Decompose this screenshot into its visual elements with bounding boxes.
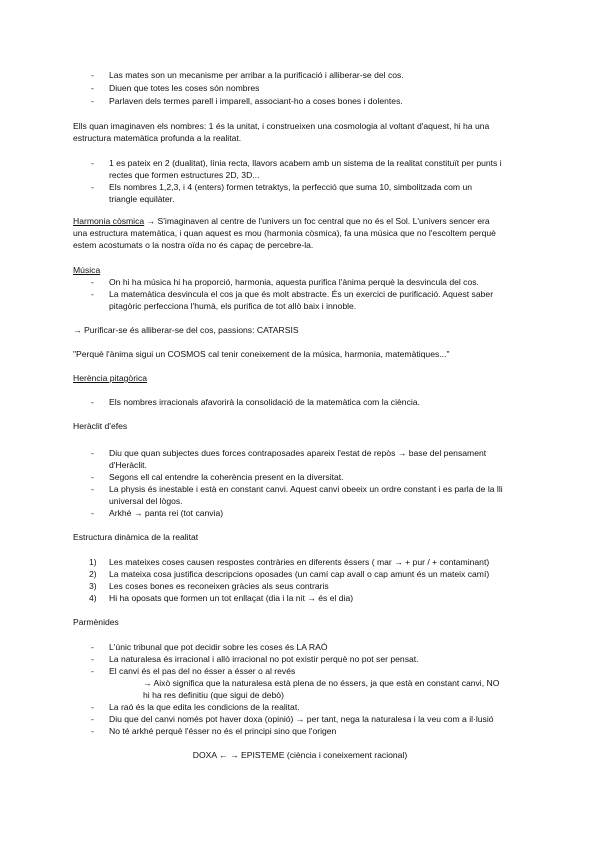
herencia-heading: Herència pitagòrica [73,373,148,383]
list-item: Hi ha oposats que formen un tot enllaçat (dia i la nit → és el dia) [109,593,354,603]
list-marker: - [91,666,94,676]
list-item: Les mateixes coses causen respostes contràries en diferents éssers ( mar → + pur / + contaminant) [109,557,490,567]
list-item: Segons ell cal entendre la coherència present en la diversitat. [109,472,344,482]
catarsis-line: → Purificar-se és alliberar-se del cos, passions: CATARSIS [73,325,299,335]
list-marker: - [91,654,94,664]
quote-line: "Perquè l'ànima sigui un COSMOS cal tenir coneixement de la música, harmonia, matemàtiques..." [73,349,450,359]
harmonia-heading: Harmonia còsmica [73,216,145,226]
list-marker: - [91,158,94,168]
list-item: On hi ha música hi ha proporció, harmonia, aquesta purifica l'ànima perquè la desvincula del cos. [109,277,479,287]
sub-item-continuation: hi ha res definitiu (que sigui de debò) [143,690,284,700]
list-item: La raó és la que edita les condicions de la realitat. [109,702,300,712]
list-item-continuation: pitagòric perfecciona l'humà, els purifica de tot allò baix i innoble. [109,301,357,311]
list-marker: - [91,714,94,724]
list-marker: - [91,484,94,494]
parmenides-heading: Parmènides [73,617,119,627]
sub-item: → Això significa que la naturalesa està plena de no éssers, ja que està en constant canvi, NO [143,678,500,688]
musica-heading: Música [73,265,101,275]
list-item: No té arkhé perquè l'ésser no és el principi sino que l'origen [109,726,337,736]
harmonia-paragraph-line-1 [73,216,490,228]
list-item: Diuen que totes les coses són nombres [109,83,260,93]
list-item: La matemàtica desvincula el cos ja que és molt abstracte. És un exercici de purificació. Aquest saber [109,289,494,299]
list-item: L'únic tribunal que pot decidir sobre les coses és LA RAÓ [109,642,328,652]
list-marker: - [91,277,94,287]
list-item-continuation: triangle equilàter. [109,194,175,204]
list-item: Las mates son un mecanisme per arribar a la purificació i alliberar-se del cos. [109,70,404,80]
list-item-continuation: universal del lògos. [109,496,183,506]
list-marker: - [91,182,94,192]
harmonia-paragraph-line-3: estem acostumats o la nostra oïda no és capaç de percebre-la. [73,240,314,250]
list-item: El canvi és el pas del no ésser a ésser o al revés [109,666,296,676]
list-item: Diu que quan subjectes dues forces contraposades apareix l'estat de repòs → base del pensament [109,448,487,458]
list-marker: 2) [89,569,97,579]
paragraph-numbers-line-1: Ells quan imaginaven els nombres: 1 és la unitat, i construeixen una cosmologia al voltant d'aquest, hi ha una [73,121,490,131]
list-item: La physis és inestable i està en constant canvi. Aquest canvi obeeix un ordre constant i es parla de la lli [109,484,503,494]
list-item: La naturalesa és irracional i allò irracional no pot existir perquè no pot ser pensat. [109,654,419,664]
list-marker: - [91,472,94,482]
list-item: Arkhé → panta rei (tot canvia) [109,508,224,518]
heraclit-heading: Heràclit d'efes [73,421,128,431]
list-item: Els nombres irracionals afavorirà la consolidació de la matemàtica com la ciència. [109,397,420,407]
list-marker: - [91,83,94,93]
list-item: Parlaven dels termes parell i imparell, associant-ho a coses bones i dolentes. [109,96,403,106]
list-marker: - [91,702,94,712]
list-item: Les coses bones es reconeixen gràcies als seus contraris [109,581,329,591]
list-marker: - [91,448,94,458]
list-item-continuation: d'Heràclit. [109,460,147,470]
list-item: Diu que del canvi només pot haver doxa (opinió) → per tant, nega la naturalesa i la veu com a il·lusió [109,714,494,724]
harmonia-text: → S'imaginaven al centre de l'univers un foc central que no és el Sol. L'univers sencer era [144,216,490,226]
list-marker: - [91,397,94,407]
doxa-episteme-line: DOXA ← → EPISTEME (ciència i coneixement racional) [192,750,408,760]
list-marker: 4) [89,593,97,603]
list-marker: - [91,642,94,652]
list-marker: - [91,726,94,736]
list-item: 1 es pateix en 2 (dualitat), línia recta, llavors acabem amb un sistema de la realitat constituït per punts i [109,158,502,168]
list-item-continuation: rectes que formen estructures 2D, 3D... [109,170,260,180]
list-marker: - [91,289,94,299]
harmonia-paragraph-line-2: una estructura matemàtica, i quan aquest es mou (harmonia còsmica), fa una música que no l'escoltem perquè [73,228,496,238]
list-marker: - [91,70,94,80]
list-item: La mateixa cosa justifica descripcions oposades (un camí cap avall o cap amunt és un mateix camí) [109,569,490,579]
list-item: Els nombres 1,2,3, i 4 (enters) formen tetraktys, la perfecció que suma 10, simbolitzada com un [109,182,473,192]
estructura-heading: Estructura dinàmica de la realitat [73,532,199,542]
list-marker: 3) [89,581,97,591]
list-marker: - [91,508,94,518]
list-marker: 1) [89,557,97,567]
list-marker: - [91,96,94,106]
paragraph-numbers-line-2: estructura matemàtica profunda a la realitat. [73,133,242,143]
